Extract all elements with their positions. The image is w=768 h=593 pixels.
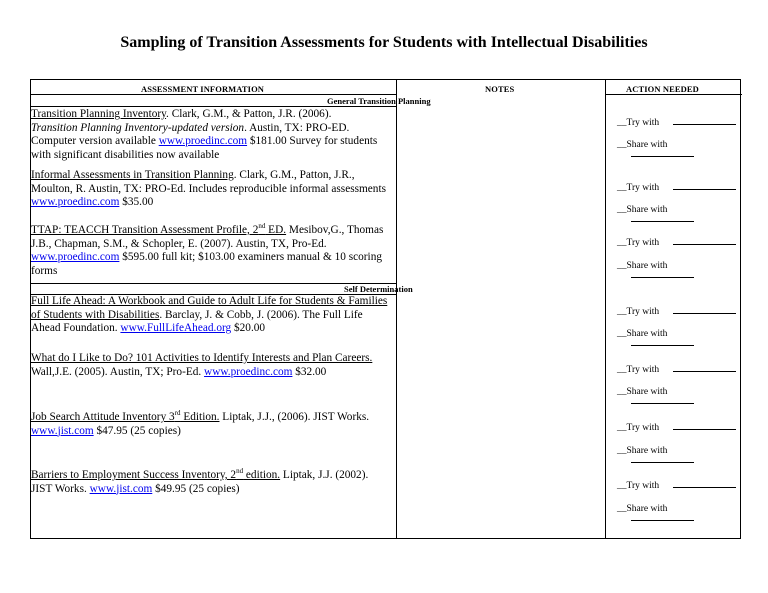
entry-text: . Barclay, J. & Cobb, J. (2006). The Full Life Ahead Foundation. [31,308,363,334]
try-with-field[interactable] [617,307,737,317]
entry-title: Transition Planning Inventory [31,108,167,120]
header-action: ACTION NEEDED [626,84,699,94]
entry-text: $20.00 [231,322,266,334]
list-item [31,295,391,336]
share-label: __Share with [617,387,668,397]
entry-title: What do I Like to Do? 101 Activities to Identify Interests and Plan Careers. [31,352,373,364]
list-item [31,108,391,162]
entry-text: . Clark, G.M., & Patton, J.R. (2006). [166,108,332,120]
entry-title: Informal Assessments in Transition Planning [31,169,234,181]
share-with-field[interactable] [617,205,737,225]
share-with-field[interactable] [617,446,737,466]
try-with-field[interactable] [617,423,737,433]
header-assessment: ASSESSMENT INFORMATION [141,84,265,94]
share-label: __Share with [617,504,668,514]
section-rule-general [31,106,396,107]
list-item [31,469,391,496]
try-with-field[interactable] [617,365,737,375]
try-with-field[interactable] [617,238,737,248]
entry-text: Mesibov,G., Thomas J.B., Chapman, S.M., & Schopler, E. (2007). Austin, TX, Pro-Ed. [31,224,384,250]
try-with-field[interactable] [617,183,737,193]
share-blank[interactable] [631,156,694,157]
entry-link[interactable]: www.proedinc.com [204,365,293,378]
entry-title: Barriers to Employment Success Inventory, 2nd edition. [31,467,281,481]
entry-title: Job Search Attitude Inventory 3rd Edition. [31,409,220,423]
share-label: __Share with [617,329,668,339]
entry-text: $181.00 Survey for students with significant disabilities now available [31,135,378,161]
list-item [31,169,391,210]
try-blank[interactable] [673,244,736,245]
share-label: __Share with [617,446,668,456]
share-label: __Share with [617,140,668,150]
share-blank[interactable] [631,520,694,521]
entry-link[interactable]: www.FullLifeAhead.org [120,322,232,334]
share-blank[interactable] [631,403,694,404]
try-with-field[interactable] [617,118,737,128]
share-label: __Share with [617,261,668,271]
share-with-field[interactable] [617,329,737,349]
try-blank[interactable] [673,429,736,430]
share-blank[interactable] [631,277,694,278]
try-label: __Try with [617,481,660,491]
list-item [31,411,391,438]
entry-text: $32.00 [292,365,327,378]
entry-text: . Austin, TX: PRO-ED. Computer version available [31,121,350,147]
section-rule-top [31,283,396,284]
try-with-field[interactable] [617,481,737,491]
header-rule [31,94,396,95]
try-label: __Try with [617,423,660,433]
share-with-field[interactable] [617,261,737,281]
column-divider-notes [605,80,606,538]
column-divider-assessment [396,80,397,538]
entry-text: Liptak, J.J. (2002). JIST Works. [31,469,369,495]
try-blank[interactable] [673,487,736,488]
entry-link[interactable]: www.proedinc.com [31,251,120,263]
entry-text: Wall,J.E. (2005). Austin, TX; Pro-Ed. [31,365,205,378]
share-label: __Share with [617,205,668,215]
share-with-field[interactable] [617,140,737,160]
entry-link[interactable]: www.jist.com [31,424,94,437]
entry-title: Full Life Ahead: A Workbook and Guide to Adult Life for Students & Families of Students with Disabilities [31,295,388,321]
entry-text: $35.00 [119,196,154,208]
assessment-table [30,79,741,539]
try-blank[interactable] [673,189,736,190]
entry-text: Liptak, J.J., (2006). JIST Works. [219,411,370,423]
try-label: __Try with [617,118,660,128]
try-label: __Try with [617,183,660,193]
entry-text: . Clark, G.M., Patton, J.R., Moulton, R. Austin, TX: PRO-Ed. Includes reproducible informal assessments [31,169,386,195]
share-blank[interactable] [631,345,694,346]
entry-link[interactable]: www.proedinc.com [158,135,248,147]
entry-italic: Transition Planning Inventory-updated version [31,121,245,134]
share-blank[interactable] [631,462,694,463]
entry-title: TTAP: TEACCH Transition Assessment Profile, 2nd ED. [31,222,287,236]
page-title: Sampling of Transition Assessments for Students with Intellectual Disabilities [120,34,648,51]
entry-text: $595.00 full kit; $103.00 examiners manual & 10 scoring forms [31,251,382,277]
list-item [31,352,391,379]
section-self-determination: Self Determination [344,284,413,294]
try-blank[interactable] [673,371,736,372]
section-general: General Transition Planning [327,96,431,106]
entry-link[interactable]: www.proedinc.com [31,196,120,208]
try-blank[interactable] [673,124,736,125]
try-blank[interactable] [673,313,736,314]
try-label: __Try with [617,365,660,375]
share-with-field[interactable] [617,387,737,407]
entry-link[interactable]: www.jist.com [89,482,153,495]
share-with-field[interactable] [617,504,737,524]
header-rule-action [605,94,742,95]
header-notes: NOTES [485,84,515,94]
entry-text: $47.95 (25 copies) [93,424,181,437]
try-label: __Try with [617,238,660,248]
try-label: __Try with [617,307,660,317]
share-blank[interactable] [631,221,694,222]
entry-text: $49.95 (25 copies) [152,482,240,495]
list-item [31,224,391,278]
